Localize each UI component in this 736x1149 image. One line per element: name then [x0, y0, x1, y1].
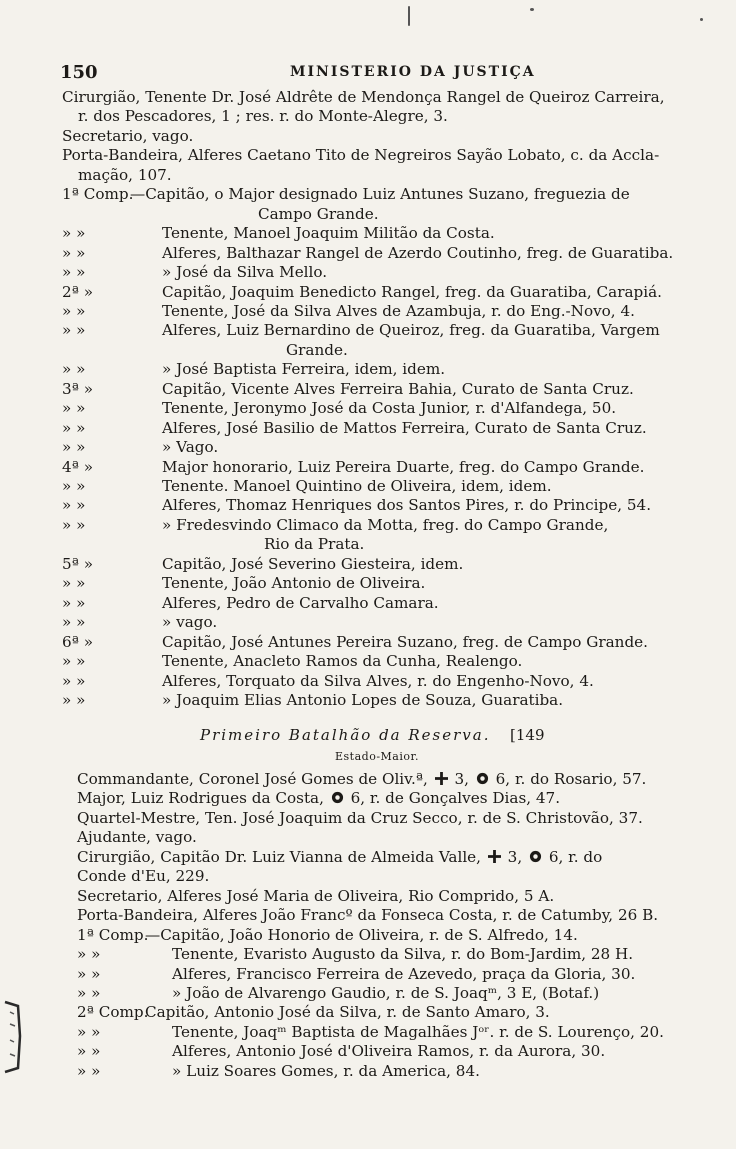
line-label: 1ª Comp.	[62, 185, 134, 204]
scan-mark	[408, 6, 410, 26]
line-text: Alferes, Francisco Ferreira de Azevedo, praça da Gloria, 30.	[172, 964, 636, 983]
line-text: Secretario, Alferes José Maria de Oliveira, Rio Comprido, 5 A.	[77, 886, 555, 905]
line-label: 2ª »	[62, 282, 93, 301]
line-text: Alferes, José Basilio de Mattos Ferreira, Curato de Santa Cruz.	[162, 418, 647, 437]
line-text: Secretario, vago.	[62, 126, 194, 145]
line-label: » »	[62, 515, 86, 534]
line-label: » »	[62, 243, 86, 262]
scan-speck	[530, 8, 534, 11]
line-text: mação, 107.	[78, 165, 172, 184]
section-title: Primeiro Batalhão da Reserva.	[200, 726, 491, 744]
line-text: Commandante, Coronel José Gomes de Oliv.ª,	[77, 770, 433, 788]
line-label: » »	[62, 399, 86, 418]
running-title: MINISTERIO DA JUSTIÇA	[290, 64, 536, 80]
scan-speck	[700, 18, 703, 21]
line-text: Alferes, Torquato da Silva Alves, r. do Engenho-Novo, 4.	[162, 671, 594, 690]
line-label: » »	[62, 263, 86, 282]
order-grade-address: 6, r. do	[544, 847, 603, 866]
line-text: Capitão, Antonio José da Silva, r. de Santo Amaro, 3.	[145, 1003, 550, 1022]
line-label: » »	[62, 301, 86, 320]
line-text: Alferes, Pedro de Carvalho Camara.	[162, 593, 439, 612]
line-label: » »	[77, 1022, 101, 1041]
line-label: » »	[62, 496, 86, 515]
line-text: Grande.	[286, 340, 348, 359]
line-text: Conde d'Eu, 229.	[77, 867, 210, 886]
line-label: » »	[77, 964, 101, 983]
order-grade-address: 6, r. de Gonçalves Dias, 47.	[345, 789, 561, 808]
line-text: Capitão, José Severino Giesteira, idem.	[162, 554, 464, 573]
margin-bracket-mark	[2, 1000, 24, 1074]
line-text: Cirurgião, Tenente Dr. José Aldrête de Mendonça Rangel de Queiroz Carreira,	[62, 88, 665, 106]
line-text: Cirurgião, Capitão Dr. Luiz Vianna de Almeida Valle,	[77, 847, 486, 866]
line-label: 4ª »	[62, 457, 93, 476]
order-rose-icon	[529, 850, 542, 863]
order-grade: 3,	[449, 770, 474, 788]
line-label: » »	[62, 574, 86, 593]
line-text: Porta-Bandeira, Alferes Caetano Tito de Negreiros Sayão Lobato, c. da Accla-	[62, 146, 660, 165]
line-text-with-orders	[77, 848, 602, 867]
order-rose-icon	[331, 791, 344, 804]
line-text: Alferes, Thomaz Henriques dos Santos Pires, r. do Principe, 54.	[162, 496, 652, 515]
line-label: » »	[77, 1061, 101, 1080]
subheading: Estado-Maior.	[335, 750, 420, 763]
line-text: Tenente, Jeronymo José da Costa Junior, r. d'Alfandega, 50.	[162, 399, 617, 418]
line-label: » »	[62, 671, 86, 690]
order-cross-icon	[435, 772, 448, 785]
line-text: Major honorario, Luiz Pereira Duarte, freg. do Campo Grande.	[162, 457, 645, 476]
order-cross-icon	[488, 850, 501, 863]
line-text: Alferes, Luiz Bernardino de Queiroz, freg. da Guaratiba, Vargem	[162, 321, 660, 340]
line-label: » »	[62, 477, 86, 495]
line-text: » Fredesvindo Climaco da Motta, freg. do Campo Grande,	[162, 515, 609, 534]
line-text: Tenente, José da Silva Alves de Azambuja, r. do Eng.-Novo, 4.	[162, 301, 635, 320]
line-text: Capitão, Vicente Alves Ferreira Bahia, Curato de Santa Cruz.	[162, 379, 634, 398]
line-text: Tenente, Evaristo Augusto da Silva, r. do Bom-Jardim, 28 H.	[172, 945, 634, 964]
line-text: r. dos Pescadores, 1 ; res. r. do Monte-Alegre, 3.	[78, 107, 448, 126]
line-text-with-orders	[77, 789, 560, 808]
line-label: » »	[62, 224, 86, 243]
order-grade-address: 6, r. do Rosario, 57.	[490, 770, 647, 788]
line-text: Rio da Prata.	[264, 535, 365, 554]
line-label: 5ª »	[62, 554, 93, 573]
line-text: » Luiz Soares Gomes, r. da America, 84.	[172, 1061, 480, 1080]
order-rose-icon	[476, 772, 489, 785]
line-label: » »	[77, 1042, 101, 1061]
page-header	[60, 62, 700, 84]
line-label: » »	[62, 360, 86, 379]
line-text: Capitão, José Antunes Pereira Suzano, freg. de Campo Grande.	[162, 632, 648, 651]
section-page-ref: [149	[510, 726, 545, 744]
line-text: Tenente, João Antonio de Oliveira.	[162, 574, 426, 593]
line-text: Tenente. Manoel Quintino de Oliveira, idem, idem.	[162, 477, 552, 495]
order-grade: 3,	[502, 847, 527, 866]
line-label: » »	[62, 593, 86, 612]
line-text: Major, Luiz Rodrigues da Costa,	[77, 789, 329, 808]
line-label: » »	[77, 945, 101, 964]
line-label: 6ª »	[62, 632, 93, 651]
line-label: » »	[62, 418, 86, 437]
line-label: » »	[62, 652, 86, 671]
line-text: Alferes, Balthazar Rangel de Azerdo Coutinho, freg. de Guaratiba.	[162, 243, 674, 262]
line-text: » José da Silva Mello.	[162, 263, 328, 282]
line-text: Alferes, Antonio José d'Oliveira Ramos, r. da Aurora, 30.	[172, 1042, 606, 1061]
line-label: 1ª Comp.	[77, 925, 149, 944]
line-text: Capitão, Joaquim Benedicto Rangel, freg. da Guaratiba, Carapiá.	[162, 282, 662, 301]
line-label: 2ª Comp.	[77, 1003, 149, 1022]
line-label: 3ª »	[62, 379, 93, 398]
line-label: » »	[62, 613, 86, 632]
line-text: Campo Grande.	[258, 204, 379, 223]
line-text: —Capitão, o Major designado Luiz Antunes Suzano, freguezia de	[130, 185, 630, 204]
line-text: Tenente, Joaqᵐ Baptista de Magalhães Jᵒʳ. r. de S. Lourenço, 20.	[172, 1022, 664, 1041]
line-text: Porta-Bandeira, Alferes João Francº da Fonseca Costa, r. de Catumby, 26 B.	[77, 906, 659, 925]
line-text: Ajudante, vago.	[77, 828, 197, 847]
line-label: » »	[62, 690, 86, 709]
line-text: Quartel-Mestre, Ten. José Joaquim da Cruz Secco, r. de S. Christovão, 37.	[77, 808, 643, 827]
line-label: » »	[77, 983, 101, 1002]
line-label: » »	[62, 438, 86, 457]
line-text: » vago.	[162, 613, 218, 632]
line-text: » João de Alvarengo Gaudio, r. de S. Joaqᵐ, 3 E, (Botaf.)	[172, 983, 600, 1002]
line-text: » Joaquim Elias Antonio Lopes de Souza, Guaratiba.	[162, 690, 564, 709]
line-text: » José Baptista Ferreira, idem, idem.	[162, 360, 446, 379]
line-text: —Capitão, João Honorio de Oliveira, r. de S. Alfredo, 14.	[145, 925, 578, 944]
line-text: Tenente, Anacleto Ramos da Cunha, Realengo.	[162, 652, 523, 671]
line-text-with-orders	[77, 770, 646, 789]
page-number: 150	[60, 62, 98, 83]
line-text: Tenente, Manoel Joaquim Militão da Costa.	[162, 224, 495, 243]
line-label: » »	[62, 321, 86, 340]
line-text: » Vago.	[162, 438, 219, 457]
